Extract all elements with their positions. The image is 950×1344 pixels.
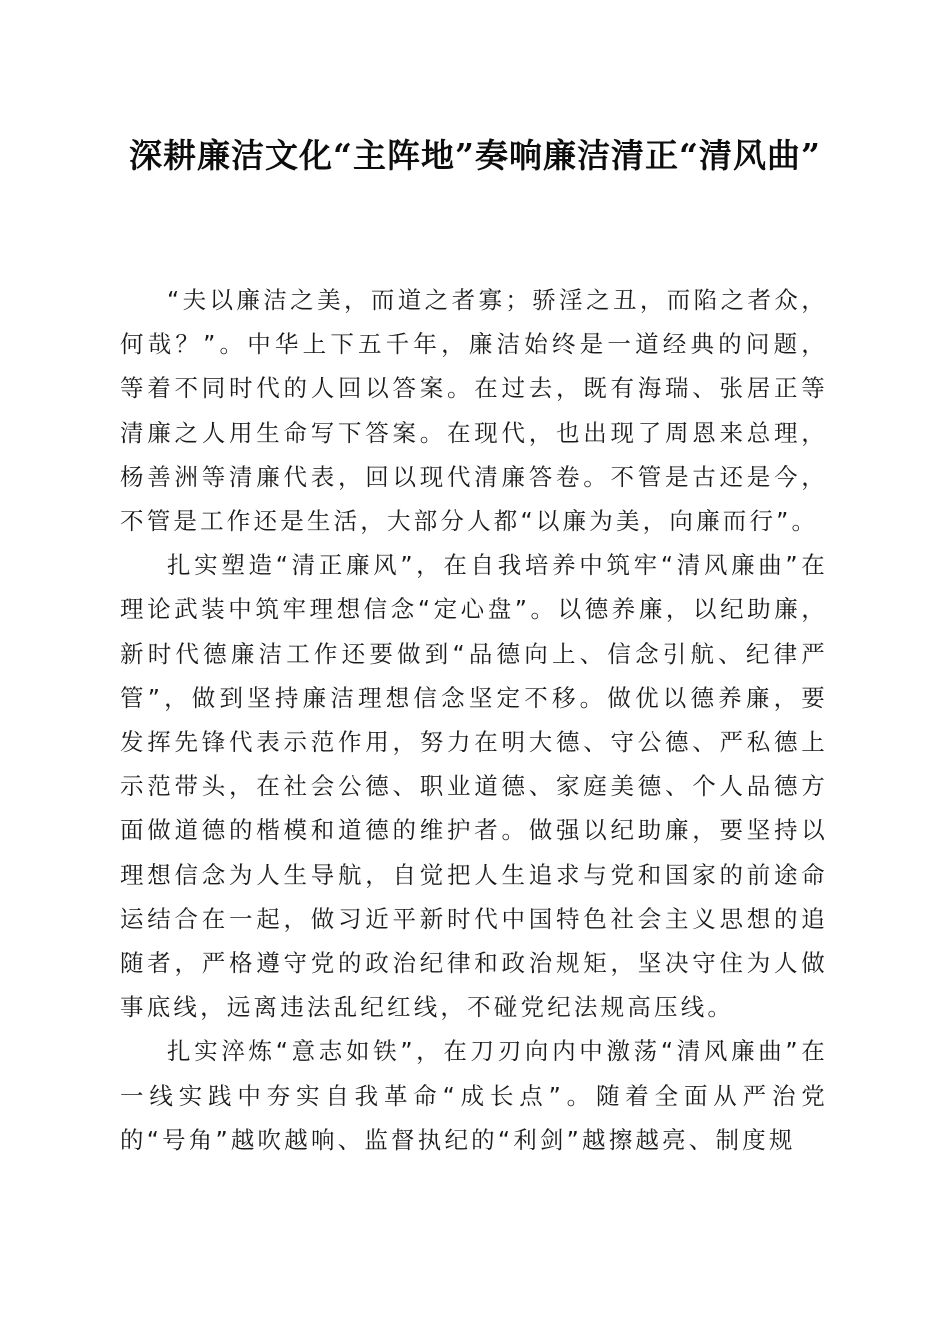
paragraph-2: 扎实塑造“清正廉风”，在自我培养中筑牢“清风廉曲”在理论武装中筑牢理想信念“定心盘”。以德养廉，以纪助廉，新时代德廉洁工作还要做到“品德向上、信念引航、纪律严管”，做到坚持廉洁理想信念坚定不移。做优以德养廉，要发挥先锋代表示范作用，努力在明大德、守公德、严私德上示范带头，在社会公德、职业道德、家庭美德、个人品德方面做道德的楷模和道德的维护者。做强以纪助廉，要坚持以理想信念为人生导航，自觉把人生追求与党和国家的前途命运结合在一起，做习近平新时代中国特色社会主义思想的追随者，严格遵守党的政治纪律和政治规矩，坚决守住为人做事底线，远离违法乱纪红线，不碰党纪法规高压线。 [120,551,828,1022]
paragraph-1: “夫以廉洁之美，而道之者寡；骄淫之丑，而陷之者众，何哉？”。中华上下五千年，廉洁始终是一道经典的问题，等着不同时代的人回以答案。在过去，既有海瑞、张居正等清廉之人用生命写下答案。在现代，也出现了周恩来总理，杨善洲等清廉代表，回以现代清廉答卷。不管是古还是今，不管是工作还是生活，大部分人都“以廉为美，向廉而行”。 [120,286,828,536]
document-title: 深耕廉洁文化“主阵地”奏响廉洁清正“清风曲” [129,136,821,175]
paragraph-3: 扎实淬炼“意志如铁”，在刀刃向内中激荡“清风廉曲”在一线实践中夯实自我革命“成长点”。随着全面从严治党的“号角”越吹越响、监督执纪的“利剑”越擦越亮、制度规 [120,1037,828,1154]
document-body [120,278,828,1162]
